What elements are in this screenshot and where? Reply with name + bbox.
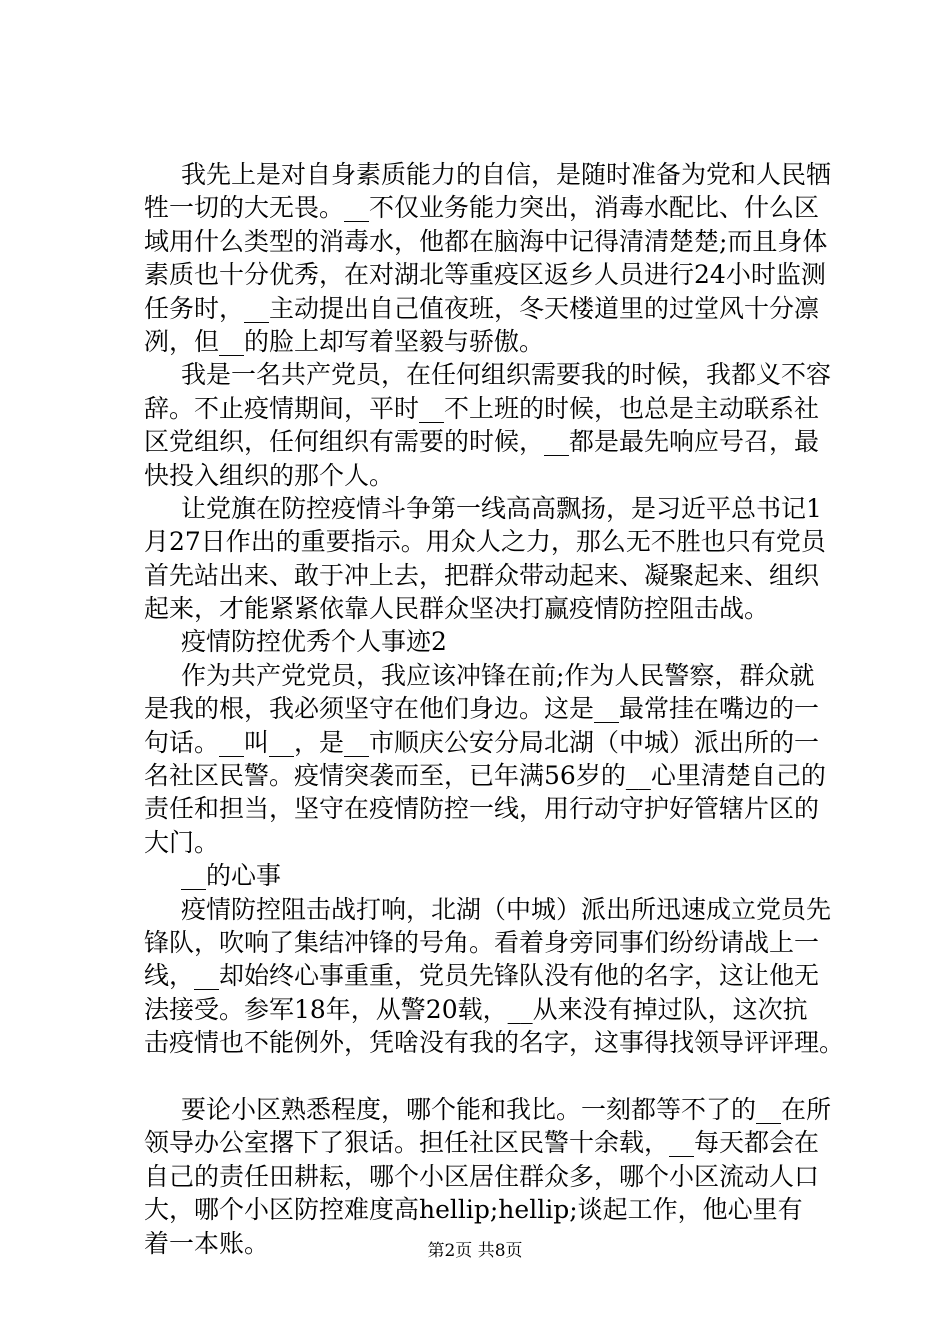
text-line: 击疫情也不能例外，凭啥没有我的名字，这事得找领导评评理。	[144, 1028, 845, 1058]
text-line: 自己的责任田耕耘，哪个小区居住群众多，哪个小区流动人口	[144, 1161, 820, 1191]
text-line: 线，__却始终心事重重，党员先锋队没有他的名字，这让他无	[144, 961, 820, 991]
text-line: 名社区民警。疫情突袭而至，已年满56岁的__心里清楚自己的	[144, 761, 826, 791]
sub-heading: __的心事	[181, 861, 282, 891]
text-line: 锋队，吹响了集结冲锋的号角。看着身旁同事们纷纷请战上一	[144, 927, 820, 957]
text-line: 起来，才能紧紧依靠人民群众坚决打赢疫情防控阻击战。	[144, 594, 770, 624]
text-line: 首先站出来、敢于冲上去，把群众带动起来、凝聚起来、组织	[144, 560, 820, 590]
text-line: 着一本账。	[144, 1228, 270, 1258]
text-line: 句话。__叫__，是__市顺庆公安分局北湖（中城）派出所的一	[144, 727, 820, 757]
text-line: 领导办公室撂下了狠话。担任社区民警十余载，__每天都会在	[144, 1128, 820, 1158]
text-line: 区党组织，任何组织有需要的时候，__都是最先响应号召，最	[144, 427, 820, 457]
text-line: 让党旗在防控疫情斗争第一线高高飘扬，是习近平总书记1	[181, 493, 822, 523]
blank-line	[144, 1060, 834, 1093]
text-line: 冽，但__的脸上却写着坚毅与骄傲。	[144, 326, 545, 356]
text-line: 疫情防控阻击战打响，北湖（中城）派出所迅速成立党员先	[181, 894, 832, 924]
text-line: 责任和担当，坚守在疫情防控一线，用行动守护好管辖片区的	[144, 794, 820, 824]
text-line: 牲一切的大无畏。__不仅业务能力突出，消毒水配比、什么区	[144, 193, 820, 223]
text-line: 大，哪个小区防控难度高hellip;hellip;谈起工作，他心里有	[144, 1195, 803, 1225]
text-line: 域用什么类型的消毒水，他都在脑海中记得清清楚楚;而且身体	[144, 226, 828, 256]
text-line: 快投入组织的那个人。	[144, 460, 395, 490]
document-body	[144, 158, 845, 1260]
page-footer: 第2页 共8页	[427, 1241, 523, 1261]
text-line: 任务时，__主动提出自己值夜班，冬天楼道里的过堂风十分凛	[144, 293, 820, 323]
text-line: 我是一名共产党员，在任何组织需要我的时候，我都义不容	[181, 360, 832, 390]
text-line: 要论小区熟悉程度，哪个能和我比。一刻都等不了的__在所	[181, 1094, 832, 1124]
text-line: 辞。不止疫情期间，平时__不上班的时候，也总是主动联系社	[144, 393, 820, 423]
section-heading: 疫情防控优秀个人事迹2	[181, 627, 447, 657]
text-line: 法接受。参军18年，从警20载，__从来没有掉过队，这次抗	[144, 994, 808, 1024]
text-line: 素质也十分优秀，在对湖北等重疫区返乡人员进行24小时监测	[144, 260, 826, 290]
text-line: 作为共产党党员，我应该冲锋在前;作为人民警察，群众就	[181, 660, 815, 690]
text-line: 我先上是对自身素质能力的自信，是随时准备为党和人民牺	[181, 160, 832, 189]
text-line: 大门。	[144, 827, 220, 857]
text-line: 月27日作出的重要指示。用众人之力，那么无不胜也只有党员	[144, 527, 826, 557]
text-line: 是我的根，我必须坚守在他们身边。这是__最常挂在嘴边的一	[144, 694, 820, 724]
